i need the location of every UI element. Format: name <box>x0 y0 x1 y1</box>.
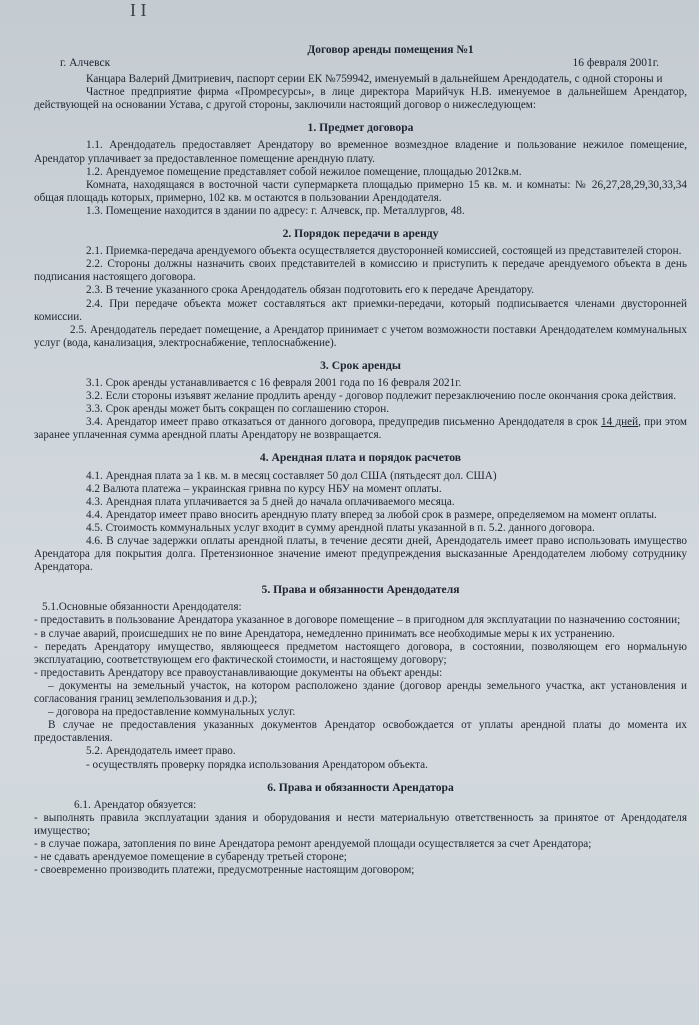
city: г. Алчевск <box>60 57 111 70</box>
list-item: - предоставить Арендатору все правоустанавливающие документы на объект аренды: <box>34 666 443 679</box>
clause-4-1: 4.1. Арендная плата за 1 кв. м. в месяц составляет 50 дол США (пятьдесят дол. США) <box>86 469 497 482</box>
section-5-heading: 5. Права и обязанности Арендодателя <box>261 583 460 597</box>
intro-party-2: Частное предприятие фирма «Промресурсы», в лице директора Марийчук Н.В. именуемое в дальнейшем Арендатор, действующей на основании Устава, с другой стороны, заключили настоящий договор о нижеследующем: <box>34 86 687 112</box>
clause-5-1: 5.1.Основные обязанности Арендодателя: <box>42 601 242 614</box>
clause-5-1-note: В случае не предоставления указанных документов Арендатор освобождается от уплаты арендной платы до момента их предоставления. <box>34 719 687 745</box>
list-item: - в случае аварий, происшедших не по вине Арендатора, немедленно принимать все необходимые меры к их устранению. <box>34 627 615 640</box>
clause-3-2: 3.2. Если стороны изъявят желание продлить аренду - договор подлежит перезаключению после окончания срока действия. <box>86 390 677 403</box>
clause-4-6: 4.6. В случае задержки оплаты арендной платы, в течение десяти дней, Арендодатель имеет право использовать имущество Арендатора для покрытия долга. Претензионное значение имеют предупреждения высказанные Арендодателем любому сотруднику Арендатора. <box>34 535 687 574</box>
clause-6-1: 6.1. Арендатор обязуется: <box>74 798 197 811</box>
notice-period: 14 дней <box>601 416 639 429</box>
clause-2-2: 2.2. Стороны должны назначить своих представителей в комиссию и приступить к передаче арендуемого объекта в день подписания настоящего договора. <box>34 258 687 284</box>
clause-2-4: 2.4. При передаче объекта может составляться акт приемки-передачи, который подписывается членами двусторонней комиссии. <box>34 297 687 323</box>
clause-4-2: 4.2 Валюта платежа – украинская гривна по курсу НБУ на момент оплаты. <box>86 482 442 495</box>
clause-1-2-note: Комната, находящаяся в восточной части супермаркета площадью примерно 15 кв. м. и комнаты: № 26,27,28,29,30,33,34 общая площадь которых, примерно, 102 кв. м остаются в пользовании Арендодателя. <box>34 178 687 204</box>
clause-2-5: 2.5. Арендодатель передает помещение, а Арендатор принимает с учетом возможности поставки Арендодателем коммунальных услуг (вода, канализация, электроснабжение, теплоснабжение). <box>34 323 687 349</box>
place-date-line <box>34 57 687 70</box>
list-item: – договора на предоставление коммунальных услуг. <box>48 706 296 719</box>
clause-1-2: 1.2. Арендуемое помещение представляет собой нежилое помещение, площадью 2012кв.м. <box>86 165 522 178</box>
clause-2-3: 2.3. В течение указанного срока Арендодатель обязан подготовить его к передаче Арендатору. <box>86 284 535 297</box>
list-item: - выполнять правила эксплуатации здания и оборудования и нести материальную ответственность за принятое от Арендодателя имущество; <box>34 811 687 837</box>
clause-3-4: 3.4. Арендатор имеет право отказаться от данного договора, предупредив письменно Арендодателя в срок 14 дней, при этом заранее уплаченная сумма арендной платы Арендатору не возвращается. <box>34 416 687 442</box>
list-item: – документы на земельный участок, на котором расположено здание (договор аренды земельного участка, акт установления и согласования границ землепользования и д.р.); <box>34 679 687 706</box>
list-item: - своевременно производить платежи, предусмотренные настоящим договором; <box>34 864 415 877</box>
clause-5-2: 5.2. Арендодатель имеет право. <box>86 745 236 758</box>
list-item: - передать Арендатору имущество, являющееся предметом настоящего договора, в состоянии, позволяющем его нормальную эксплуатацию, соответствующем его фактической стоимости, и настоящему договору; <box>34 640 687 666</box>
list-item: - в случае пожара, затопления по вине Арендатора ремонт арендуемой площади осуществляется за счет Арендатора; <box>34 837 592 850</box>
list-item: - предоставить в пользование Арендатора указанное в договоре помещение – в пригодном для эксплуатации по назначению состоянии; <box>34 614 681 627</box>
document-title: Договор аренды помещения №1 <box>307 44 474 56</box>
date: 16 февраля 2001г. <box>572 57 659 70</box>
intro-party-1: Канцара Валерий Дмитриевич, паспорт серии ЕК №759942, именуемый в дальнейшем Арендодатель, с одной стороны и <box>86 73 663 86</box>
clause-2-1: 2.1. Приемка-передача арендуемого объекта осуществляется двусторонней комиссией, состоящей из представителей сторон. <box>86 245 682 258</box>
clause-4-5: 4.5. Стоимость коммунальных услуг входит в сумму арендной платы указанной в п. 5.2. данного договора. <box>86 521 595 534</box>
clause-3-1: 3.1. Срок аренды устанавливается с 16 февраля 2001 года по 16 февраля 2021г. <box>86 376 462 389</box>
clause-4-4: 4.4. Арендатор имеет право вносить арендную плату вперед за любой срок в размере, определяемом на момент оплаты. <box>86 508 657 521</box>
list-item: - осуществлять проверку порядка использования Арендатором объекта. <box>86 758 428 771</box>
section-3-heading: 3. Срок аренды <box>320 358 401 372</box>
section-1-heading: 1. Предмет договора <box>307 121 414 135</box>
clause-1-1: 1.1. Арендодатель предоставляет Арендатору во временное возмездное владение и пользование нежилое помещение, Арендатор уплачивает за предоставленное помещение арендную плату. <box>34 139 687 165</box>
section-4-heading: 4. Арендная плата и порядок расчетов <box>259 451 462 465</box>
section-6-heading: 6. Права и обязанности Арендатора <box>267 780 454 794</box>
clause-4-3: 4.3. Арендная плата уплачивается за 5 дней до начала оплачиваемого месяца. <box>86 495 455 508</box>
section-2-heading: 2. Порядок передачи в аренду <box>282 227 439 241</box>
list-item: - не сдавать арендуемое помещение в субаренду третьей стороне; <box>34 851 347 864</box>
clause-3-3: 3.3. Срок аренды может быть сокращен по соглашению сторон. <box>86 403 390 416</box>
clause-1-3: 1.3. Помещение находится в здании по адресу: г. Алчевск, пр. Металлургов, 48. <box>86 204 465 217</box>
page-mark: I I <box>130 0 147 20</box>
